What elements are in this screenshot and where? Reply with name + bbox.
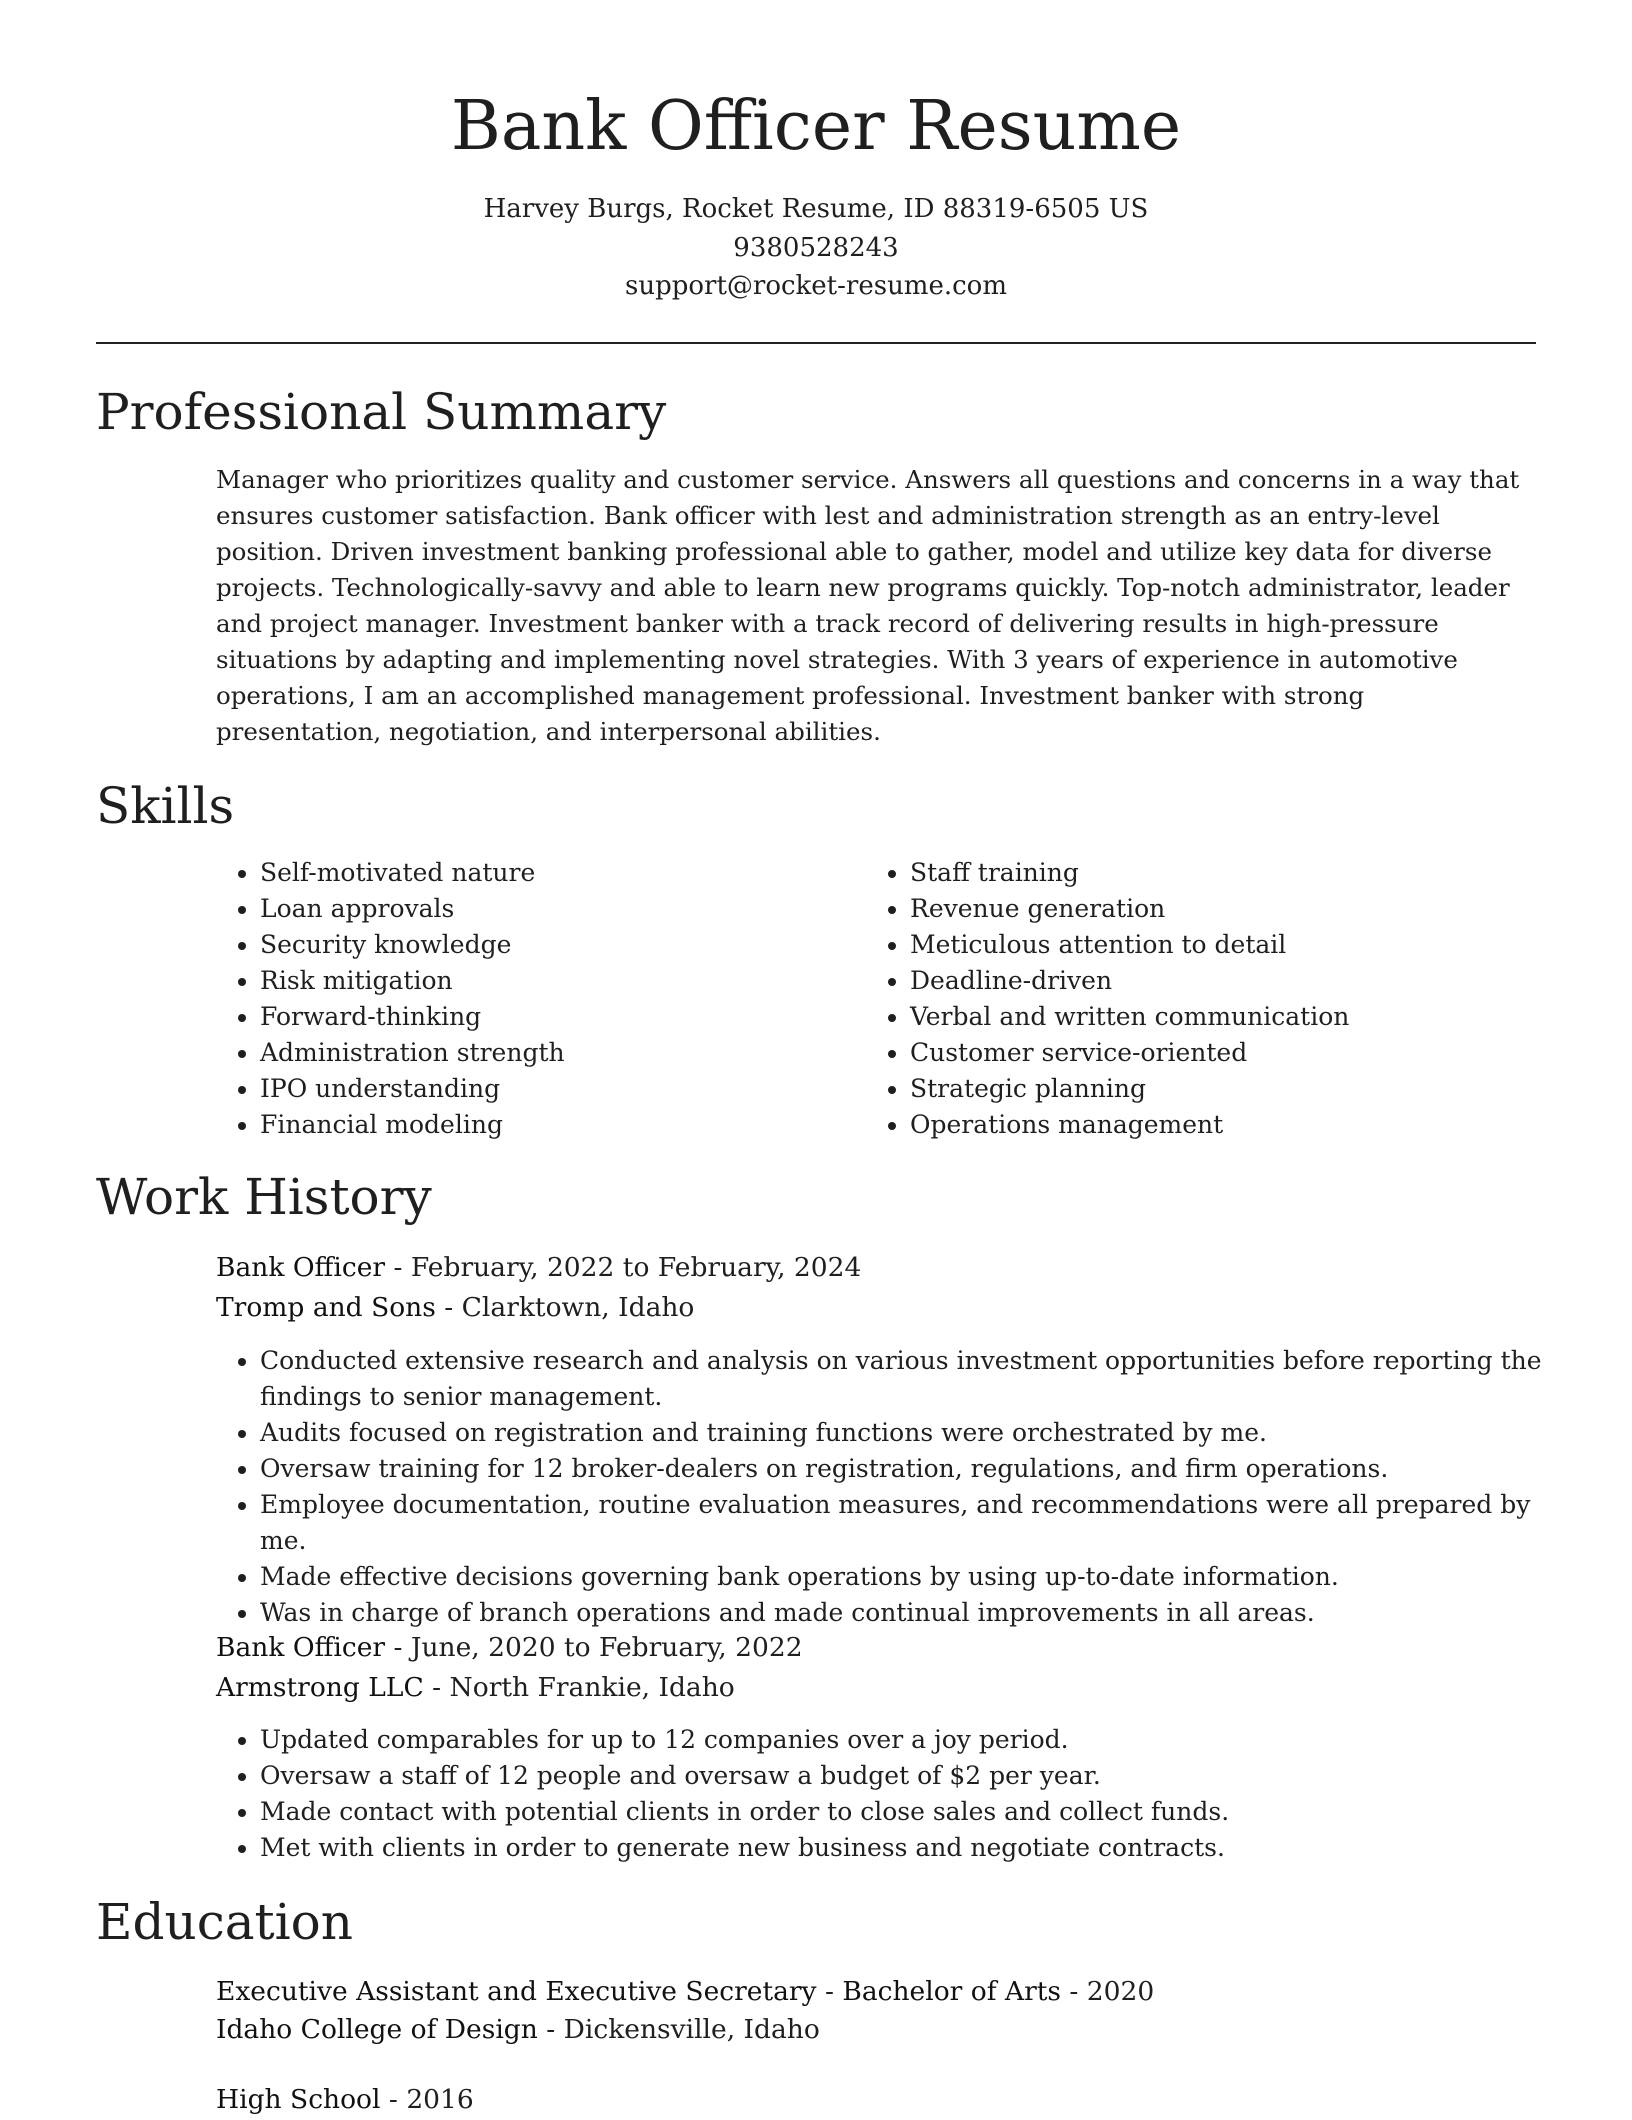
job-company: Armstrong LLC: [216, 1672, 424, 1703]
summary-text: Manager who prioritizes quality and customer service. Answers all questions and concerns in a way that ensures customer satisfaction. Bank officer with lest and administration strength as an entry-level position. Driven investment banking professional able to gather, model and utilize key data for diverse projects. Technologically-savvy and able to learn new programs quickly. Top-notch administrator, leader and project manager. Investment banker with a track record of delivering results in high-pressure situations by adapting and implementing novel strategies. With 3 years of experience in automotive operations, I am an accomplished management professional. Investment banker with strong presentation, negotiation, and interpersonal abilities.: [216, 465, 1520, 746]
job-location: Clarktown, Idaho: [461, 1292, 695, 1323]
list-item: • Security knowledge: [260, 927, 860, 963]
list-item: • Forward-thinking: [260, 999, 860, 1035]
education-degree-line: [216, 2080, 474, 2120]
education-school: Idaho College of Design: [216, 2014, 538, 2045]
separator: -: [537, 2014, 564, 2045]
job-title: Bank Officer: [216, 1632, 386, 1663]
education-year: 2020: [1086, 1976, 1155, 2007]
job-location: North Frankie, Idaho: [449, 1672, 735, 1703]
list-item: • Was in charge of branch operations and made continual improvements in all areas.: [260, 1595, 1580, 1631]
list-item: • IPO understanding: [260, 1071, 860, 1107]
list-item: • Meticulous attention to detail: [910, 927, 1580, 963]
list-item: • Strategic planning: [910, 1071, 1580, 1107]
list-item: • Oversaw training for 12 broker-dealers on registration, regulations, and firm operations.: [260, 1451, 1580, 1487]
education-year: 2016: [406, 2084, 474, 2115]
contact-phone: 9380528243: [733, 233, 899, 263]
list-item: • Loan approvals: [260, 891, 860, 927]
header-divider: [96, 342, 1536, 344]
list-item: • Audits focused on registration and training functions were orchestrated by me.: [260, 1415, 1580, 1451]
skills-heading: Skills: [96, 777, 235, 835]
list-item: • Oversaw a staff of 12 people and oversaw a budget of $2 per year.: [260, 1758, 1580, 1794]
education-degree: Executive Assistant and Executive Secretary: [216, 1976, 817, 2007]
job-dates: February, 2022 to February, 2024: [410, 1252, 862, 1283]
list-item: • Updated comparables for up to 12 companies over a joy period.: [260, 1722, 1580, 1758]
skills-list-right: [866, 855, 1580, 1143]
page-title: Bank Officer Resume: [450, 87, 1182, 166]
job-responsibilities: [216, 1722, 1580, 1866]
contact-address: Harvey Burgs, Rocket Resume, ID 88319-6505 US: [483, 194, 1149, 224]
list-item: • Conducted extensive research and analysis on various investment opportunities before reporting the findings to senior management.: [260, 1343, 1580, 1415]
list-item: • Self-motivated nature: [260, 855, 860, 891]
list-item: • Made contact with potential clients in order to close sales and collect funds.: [260, 1794, 1580, 1830]
separator: -: [435, 1292, 462, 1323]
separator: -: [1060, 1976, 1087, 2007]
list-item: • Verbal and written communication: [910, 999, 1580, 1035]
job-dates: June, 2020 to February, 2022: [410, 1632, 803, 1663]
job-title-line: [216, 1248, 861, 1288]
list-item: • Met with clients in order to generate new business and negotiate contracts.: [260, 1830, 1580, 1866]
job-company-line: [216, 1288, 694, 1328]
list-item: • Financial modeling: [260, 1107, 860, 1143]
list-item: • Administration strength: [260, 1035, 860, 1071]
list-item: • Customer service-oriented: [910, 1035, 1580, 1071]
separator: -: [380, 2084, 407, 2115]
job-company-line: [216, 1668, 735, 1708]
job-responsibilities: [216, 1343, 1580, 1631]
list-item: • Risk mitigation: [260, 963, 860, 999]
skills-list-left: [216, 855, 860, 1143]
list-item: • Deadline-driven: [910, 963, 1580, 999]
work-history-heading: Work History: [96, 1168, 432, 1226]
separator: -: [385, 1632, 411, 1663]
summary-heading: Professional Summary: [96, 383, 667, 441]
education-degree: High School: [216, 2084, 381, 2115]
job-company: Tromp and Sons: [216, 1292, 436, 1323]
education-location: Dickensville, Idaho: [563, 2014, 820, 2045]
education-level: Bachelor of Arts: [842, 1976, 1061, 2007]
education-school-line: [216, 2010, 820, 2050]
list-item: • Made effective decisions governing bank operations by using up-to-date information.: [260, 1559, 1580, 1595]
contact-email: support@rocket-resume.com: [624, 271, 1007, 301]
separator: -: [423, 1672, 450, 1703]
separator: -: [816, 1976, 843, 2007]
education-degree-line: [216, 1972, 1154, 2012]
list-item: • Operations management: [910, 1107, 1580, 1143]
separator: -: [385, 1252, 411, 1283]
list-item: • Staff training: [910, 855, 1580, 891]
list-item: • Revenue generation: [910, 891, 1580, 927]
job-title-line: [216, 1628, 803, 1668]
education-heading: Education: [96, 1893, 353, 1951]
list-item: • Employee documentation, routine evaluation measures, and recommendations were all prepared by me.: [260, 1487, 1580, 1559]
job-title: Bank Officer: [216, 1252, 386, 1283]
